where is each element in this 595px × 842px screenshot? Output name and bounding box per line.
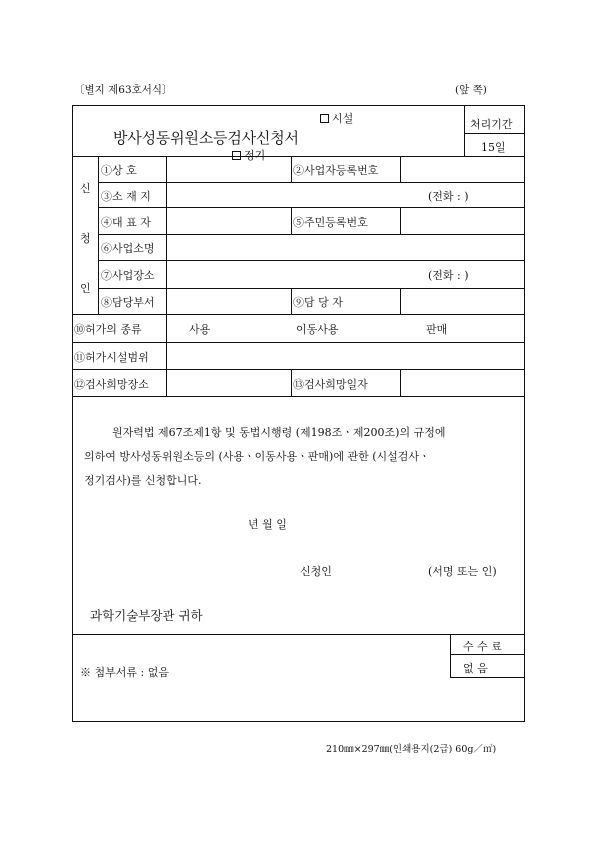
label-permit-scope: ⑪허가시설범위	[74, 351, 149, 364]
divider	[98, 207, 525, 208]
page-side-label: (앞 쪽)	[455, 84, 487, 96]
input-business-name[interactable]	[168, 158, 289, 180]
divider	[464, 133, 525, 134]
divider	[72, 396, 525, 397]
divider	[400, 156, 401, 182]
input-inspection-place[interactable]	[168, 371, 289, 394]
divider	[98, 156, 99, 314]
permit-type-option-use[interactable]: 사용	[189, 323, 211, 336]
label-person-in-charge: ⑨담 당 자	[293, 296, 343, 309]
date-line: 년 월 일	[248, 518, 287, 531]
fee-value: 없 음	[463, 662, 488, 675]
input-resident-reg-no[interactable]	[402, 209, 523, 232]
divider	[166, 156, 167, 314]
periodic-checkbox-label: 정기	[244, 149, 266, 162]
label-permit-type: ⑩허가의 종류	[74, 323, 142, 336]
divider	[72, 369, 525, 370]
divider	[72, 342, 525, 343]
workplace-phone: (전화 : )	[428, 269, 469, 282]
input-permit-scope[interactable]	[168, 344, 523, 367]
label-office-name: ⑥사업소명	[101, 242, 155, 255]
checkbox-facility[interactable]	[320, 114, 329, 123]
applicant-label-char: 청	[80, 232, 91, 245]
divider	[166, 314, 167, 396]
label-representative: ④대 표 자	[101, 216, 151, 229]
permit-type-option-mobile-use[interactable]: 이동사용	[296, 323, 339, 336]
body-line-1: 원자력법 제67조제1항 및 동법시행령 (제198조ㆍ제200조)의 규정에	[112, 426, 446, 439]
applicant-label-char: 인	[80, 282, 91, 295]
inspection-type-periodic[interactable]	[232, 147, 266, 162]
divider	[464, 105, 465, 156]
label-inspection-place: ⑫검사희망장소	[74, 378, 149, 391]
attachment-note: ※ 첨부서류 : 없음	[80, 666, 169, 679]
body-line-3: 정기검사)를 신청합니다.	[84, 474, 202, 487]
label-address: ③소 재 지	[101, 190, 151, 203]
divider	[72, 634, 525, 635]
paper-spec: 210㎜×297㎜(인쇄용지(2급) 60g／㎡)	[326, 744, 497, 755]
inspection-type-facility[interactable]	[320, 110, 353, 126]
input-department[interactable]	[168, 290, 289, 312]
divider	[400, 207, 401, 234]
divider	[98, 260, 525, 261]
label-business-name: ①상 호	[101, 164, 137, 177]
divider	[291, 156, 292, 182]
input-workplace[interactable]	[168, 262, 418, 286]
input-business-reg-no[interactable]	[402, 158, 523, 180]
divider	[291, 369, 292, 396]
divider	[291, 288, 292, 314]
applicant-signature-label: 신청인	[300, 565, 332, 578]
fee-label: 수 수 료	[463, 640, 502, 653]
divider	[450, 634, 451, 677]
label-inspection-date: ⑬검사희망일자	[293, 378, 368, 391]
form-number: 〔별지 제63호서식〕	[74, 84, 173, 96]
form-title: 방사성동위원소등검사신청서	[113, 129, 299, 147]
divider	[98, 182, 525, 183]
input-representative[interactable]	[168, 209, 289, 232]
divider	[450, 677, 525, 678]
input-address[interactable]	[168, 184, 418, 205]
permit-type-option-sale[interactable]: 판매	[426, 323, 448, 336]
divider	[400, 288, 401, 314]
label-workplace: ⑦사업장소	[101, 269, 155, 282]
input-inspection-date[interactable]	[402, 371, 523, 394]
label-resident-reg-no: ⑤주민등록번호	[293, 216, 368, 229]
body-line-2: 의하여 방사성동위원소등의 (사용ㆍ이동사용ㆍ판매)에 관한 (시설검사ㆍ	[84, 450, 430, 463]
applicant-label-char: 신	[80, 182, 91, 195]
label-business-reg-no: ②사업자등록번호	[293, 164, 379, 177]
divider	[291, 207, 292, 234]
input-person-in-charge[interactable]	[402, 290, 523, 312]
label-department: ⑧담당부서	[101, 296, 155, 309]
processing-period-label: 처리기간	[470, 118, 513, 131]
divider	[72, 156, 525, 157]
divider	[72, 314, 525, 315]
divider	[98, 288, 525, 289]
address-phone: (전화 : )	[428, 190, 469, 203]
input-office-name[interactable]	[168, 236, 523, 258]
divider	[98, 234, 525, 235]
addressee: 과학기술부장관 귀하	[90, 608, 203, 623]
signature-or-seal: (서명 또는 인)	[428, 565, 497, 578]
divider	[400, 369, 401, 396]
divider	[450, 654, 525, 655]
facility-checkbox-label: 시설	[332, 112, 354, 125]
processing-period-value: 15일	[481, 141, 506, 154]
